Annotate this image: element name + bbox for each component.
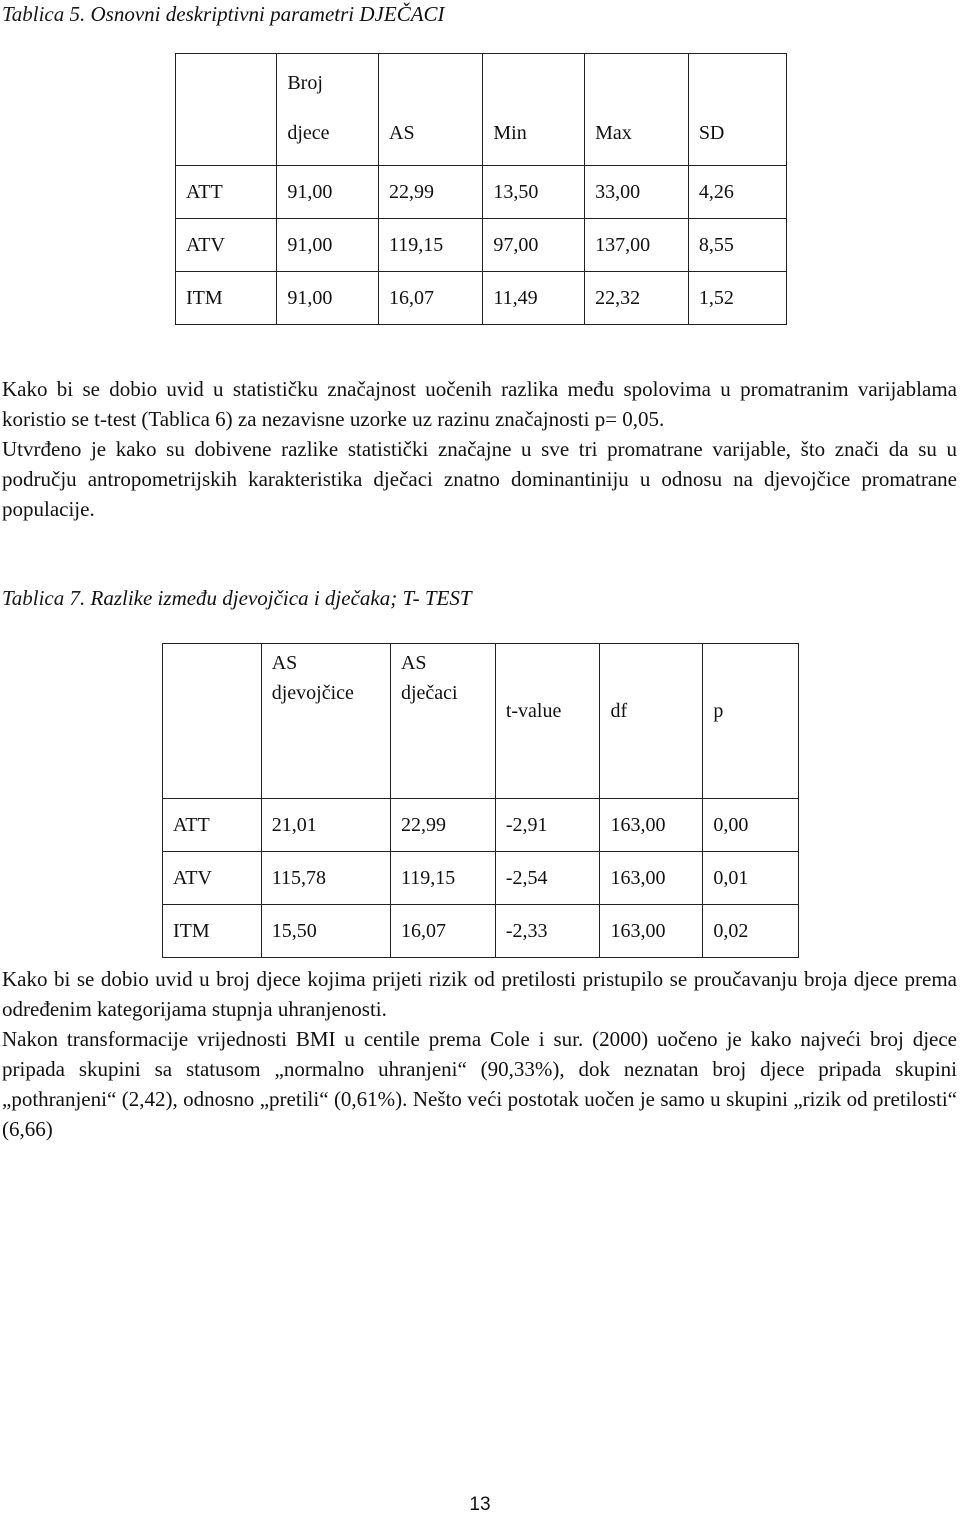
header-line: df bbox=[610, 700, 628, 722]
header-line: AS bbox=[400, 652, 427, 674]
table-row bbox=[163, 905, 799, 958]
table-cell: 22,99 bbox=[390, 799, 495, 852]
header-line: t-value bbox=[505, 700, 562, 722]
table-cell: 15,50 bbox=[261, 905, 390, 958]
bmi-explanation bbox=[2, 964, 957, 1144]
table-cell: 8,55 bbox=[688, 219, 786, 272]
table7-header-cell bbox=[495, 644, 600, 799]
table-cell: 163,00 bbox=[600, 852, 703, 905]
header-line: djevojčice bbox=[271, 682, 354, 704]
paragraph: Kako bi se dobio uvid u statističku značajnost uočenih razlika među spolovima u promatranim varijablama koristio se t-test (Tablica 6) za nezavisne uzorke uz razinu značajnosti p= 0,05. bbox=[2, 377, 957, 431]
header-line: Broj bbox=[287, 72, 323, 94]
table5-header-cell bbox=[176, 54, 277, 166]
header-line: djece bbox=[287, 122, 330, 144]
table5-header-cell bbox=[483, 54, 585, 166]
ttest-explanation bbox=[2, 374, 957, 524]
table5-header-row bbox=[176, 54, 787, 166]
table-cell: 137,00 bbox=[585, 219, 689, 272]
table-cell: 115,78 bbox=[261, 852, 390, 905]
ttest-table bbox=[162, 643, 799, 958]
table-row bbox=[163, 852, 799, 905]
row-label: ATV bbox=[176, 219, 277, 272]
table-cell: 0,00 bbox=[703, 799, 799, 852]
table-cell: 16,07 bbox=[379, 272, 483, 325]
paragraph: Kako bi se dobio uvid u broj djece kojima prijeti rizik od pretilosti pristupilo se proučavanju broja djece prema određenim kategorijama stupnja uhranjenosti. bbox=[2, 967, 957, 1021]
table7-label: Tablica 7. bbox=[2, 586, 86, 610]
row-label: ITM bbox=[176, 272, 277, 325]
descriptive-table bbox=[175, 53, 787, 325]
table-cell: -2,54 bbox=[495, 852, 600, 905]
header-line: Max bbox=[595, 122, 632, 144]
table-cell: 21,01 bbox=[261, 799, 390, 852]
header-line: dječaci bbox=[400, 682, 458, 704]
table-cell: 91,00 bbox=[277, 272, 379, 325]
table-cell: 119,15 bbox=[379, 219, 483, 272]
header-line: p bbox=[713, 700, 724, 722]
table7-header-cell bbox=[703, 644, 799, 799]
table-row bbox=[163, 799, 799, 852]
table-row bbox=[176, 219, 787, 272]
table7-title: Razlike između djevojčica i dječaka; T- TEST bbox=[90, 586, 472, 610]
table-cell: -2,91 bbox=[495, 799, 600, 852]
table-cell: 13,50 bbox=[483, 166, 585, 219]
row-label: ATT bbox=[176, 166, 277, 219]
table-cell: 22,32 bbox=[585, 272, 689, 325]
table-cell: 33,00 bbox=[585, 166, 689, 219]
table5-header-cell bbox=[277, 54, 379, 166]
table5-label: Tablica 5. bbox=[2, 2, 86, 26]
table-row bbox=[176, 166, 787, 219]
table5-header-cell bbox=[688, 54, 786, 166]
table-cell: 91,00 bbox=[277, 166, 379, 219]
table5-caption bbox=[2, 0, 445, 28]
table-cell: 11,49 bbox=[483, 272, 585, 325]
table-cell: 22,99 bbox=[379, 166, 483, 219]
header-line: SD bbox=[698, 122, 725, 144]
table-cell: -2,33 bbox=[495, 905, 600, 958]
table-cell: 97,00 bbox=[483, 219, 585, 272]
table7-header-cell bbox=[261, 644, 390, 799]
table7-header-row bbox=[163, 644, 799, 799]
table5-title: Osnovni deskriptivni parametri DJEČACI bbox=[90, 2, 445, 26]
table-cell: 4,26 bbox=[688, 166, 786, 219]
table-row bbox=[176, 272, 787, 325]
table-cell: 91,00 bbox=[277, 219, 379, 272]
header-line: AS bbox=[271, 652, 298, 674]
table7-header-cell bbox=[163, 644, 262, 799]
paragraph: Nakon transformacije vrijednosti BMI u centile prema Cole i sur. (2000) uočeno je kako najveći broj djece pripada skupini sa statusom „normalno uhranjeni“ (90,33%), dok neznatan broj djece pripada skupini „pothranjeni“ (2,42), odnosno „pretili“ (0,61%). Nešto veći postotak uočen je samo u skupini „rizik od pretilosti“ (6,66) bbox=[2, 1027, 957, 1141]
table-cell: 119,15 bbox=[390, 852, 495, 905]
table-cell: 1,52 bbox=[688, 272, 786, 325]
table-cell: 0,02 bbox=[703, 905, 799, 958]
row-label: ITM bbox=[163, 905, 262, 958]
row-label: ATT bbox=[163, 799, 262, 852]
table7-header-cell bbox=[600, 644, 703, 799]
header-line: AS bbox=[389, 122, 415, 144]
page-number: 13 bbox=[469, 1494, 491, 1515]
table-cell: 163,00 bbox=[600, 799, 703, 852]
paragraph: Utvrđeno je kako su dobivene razlike statistički značajne u sve tri promatrane varijable, što znači da su u području antropometrijskih karakteristika dječaci znatno dominantiniju u odnosu na djevojčice promatrane populacije. bbox=[2, 437, 957, 521]
table-cell: 0,01 bbox=[703, 852, 799, 905]
table-cell: 163,00 bbox=[600, 905, 703, 958]
row-label: ATV bbox=[163, 852, 262, 905]
table5-header-cell bbox=[379, 54, 483, 166]
table-cell: 16,07 bbox=[390, 905, 495, 958]
table5-header-cell bbox=[585, 54, 689, 166]
table7-header-cell bbox=[390, 644, 495, 799]
header-line: Min bbox=[493, 122, 527, 144]
table7-caption bbox=[2, 584, 472, 612]
